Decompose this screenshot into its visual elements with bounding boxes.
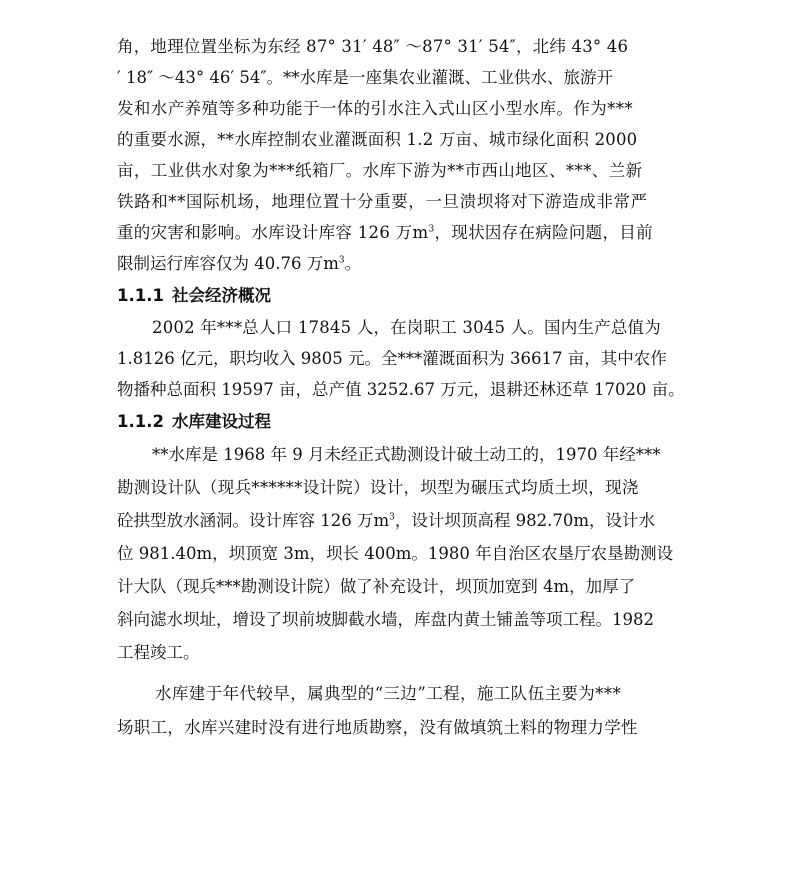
section-title: 水库建设过程 xyxy=(171,412,271,431)
unit-superscript: 3 xyxy=(428,224,435,235)
line-text: 。 xyxy=(344,254,362,273)
paragraph-line: 铁路和**国际机场，地理位置十分重要，一旦溃坝将对下游造成非常严 xyxy=(117,192,648,211)
unit-superscript: 3 xyxy=(389,512,395,523)
paragraph-line: 2002 年***总人口 17845 人，在岗职工 3045 人。国内生产总值为 xyxy=(152,318,661,337)
line-text: ，设计坝顶高程 982.70m，设计水 xyxy=(394,511,655,530)
paragraph-line: 物播种总面积 19597 亩，总产值 3252.67 万元，退耕还林还草 17020 亩。 xyxy=(117,380,685,399)
paragraph-line: 工程竣工。 xyxy=(117,643,200,662)
section-heading xyxy=(117,412,271,432)
paragraph-line: 角，地理位置坐标为东经 87° 31′ 48″ ～87° 31′ 54″，北纬 43° 46 xyxy=(117,37,629,56)
paragraph-line xyxy=(117,511,655,531)
unit-superscript: 3 xyxy=(338,255,345,266)
paragraph-line: 的重要水源，**水库控制农业灌溉面积 1.2 万亩、城市绿化面积 2000 xyxy=(117,130,638,149)
section-title: 社会经济概况 xyxy=(171,286,271,305)
paragraph-line: 水库建于年代较早，属典型的“三边”工程，施工队伍主要为*** xyxy=(155,684,622,703)
paragraph-line: 斜向滤水坝址，增设了坝前坡脚截水墙，库盘内黄土铺盖等项工程。1982 xyxy=(117,610,654,629)
line-text: 重的灾害和影响。水库设计库容 126 万m xyxy=(117,223,429,242)
section-heading xyxy=(117,286,271,306)
paragraph-line: 勘测设计队（现兵******设计院）设计，坝型为碾压式均质土坝，现浇 xyxy=(117,478,639,497)
paragraph-line: **水库是 1968 年 9 月未经正式勘测设计破土动工的，1970 年经*** xyxy=(152,445,661,464)
paragraph-line xyxy=(117,254,361,274)
section-number: 1.1.2 xyxy=(117,412,164,431)
paragraph-line xyxy=(117,223,653,243)
line-text: 限制运行库容仅为 40.76 万m xyxy=(117,254,339,273)
line-text: ，现状因存在病险问题，目前 xyxy=(434,223,653,242)
section-number: 1.1.1 xyxy=(117,286,164,305)
paragraph-line: 亩，工业供水对象为***纸箱厂。水库下游为**市西山地区、***、兰新 xyxy=(117,161,643,180)
line-text: 砼拱型放水涵洞。设计库容 126 万m xyxy=(117,511,390,530)
paragraph-line: ′ 18″ ～43° 46′ 54″。**水库是一座集农业灌溉、工业供水、旅游开 xyxy=(117,68,614,87)
paragraph-line: 场职工，水库兴建时没有进行地质勘察，没有做填筑土料的物理力学性 xyxy=(117,718,638,737)
paragraph-line: 发和水产养殖等多种功能于一体的引水注入式山区小型水库。作为*** xyxy=(117,99,634,118)
paragraph-line: 位 981.40m，坝顶宽 3m，坝长 400m。1980 年自治区农垦厅农垦勘测设 xyxy=(117,544,674,563)
paragraph-line: 1.8126 亿元，职均收入 9805 元。全***灌溉面积为 36617 亩，其中农作 xyxy=(117,349,667,368)
paragraph-line: 计大队（现兵***勘测设计院）做了补充设计，坝顶加宽到 4m，加厚了 xyxy=(117,577,636,596)
